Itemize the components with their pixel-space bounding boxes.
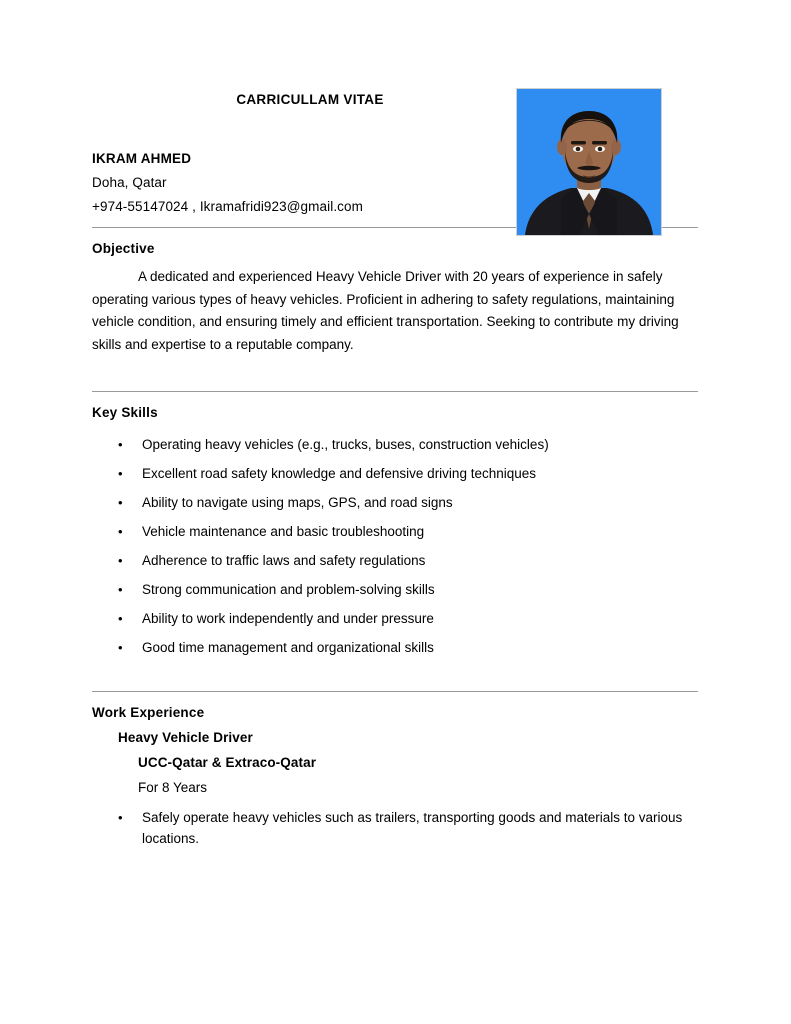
- candidate-location: Doha, Qatar: [92, 175, 167, 190]
- candidate-contact: +974-55147024 , Ikramafridi923@gmail.com: [92, 199, 363, 214]
- job-company: UCC-Qatar & Extraco-Qatar: [138, 755, 317, 770]
- job-duration: For 8 Years: [138, 780, 208, 795]
- list-item: • Ability to navigate using maps, GPS, and road signs: [92, 488, 698, 517]
- list-item: • Ability to work independently and under pressure: [92, 604, 698, 633]
- list-item: • Operating heavy vehicles (e.g., trucks, buses, construction vehicles): [92, 430, 698, 459]
- objective-body: A dedicated and experienced Heavy Vehicle Driver with 20 years of experience in safely operating various types of heavy vehicles. Proficient in adhering to safety regulations, maintaining vehicle condition, and ensuring timely and efficient transportation. Seeking to contribute my driving skills and expertise to a reputable company.: [92, 269, 679, 352]
- candidate-name: IKRAM AHMED: [92, 151, 192, 166]
- section-heading-key-skills: Key Skills: [92, 405, 158, 420]
- document-content: [92, 62, 698, 849]
- job-responsibilities-list: [92, 807, 698, 849]
- job-title: Heavy Vehicle Driver: [118, 730, 253, 745]
- portrait-photo-icon: [517, 89, 661, 235]
- objective-text: [92, 266, 698, 356]
- divider: [92, 691, 698, 692]
- list-item: • Good time management and organizational skills: [92, 633, 698, 662]
- divider: [92, 391, 698, 392]
- spacer: [92, 662, 698, 678]
- document-title: CARRICULLAM VITAE: [236, 92, 384, 107]
- list-item: • Adherence to traffic laws and safety regulations: [92, 546, 698, 575]
- list-item: • Excellent road safety knowledge and defensive driving techniques: [92, 459, 698, 488]
- section-heading-objective: Objective: [92, 241, 155, 256]
- key-skills-list: [92, 430, 698, 662]
- list-item: • Safely operate heavy vehicles such as trailers, transporting goods and materials to various locations.: [92, 807, 698, 849]
- portrait-photo: [516, 88, 662, 236]
- section-heading-work-experience: Work Experience: [92, 705, 205, 720]
- list-item: • Vehicle maintenance and basic troubleshooting: [92, 517, 698, 546]
- spacer: [92, 356, 698, 378]
- list-item: • Strong communication and problem-solving skills: [92, 575, 698, 604]
